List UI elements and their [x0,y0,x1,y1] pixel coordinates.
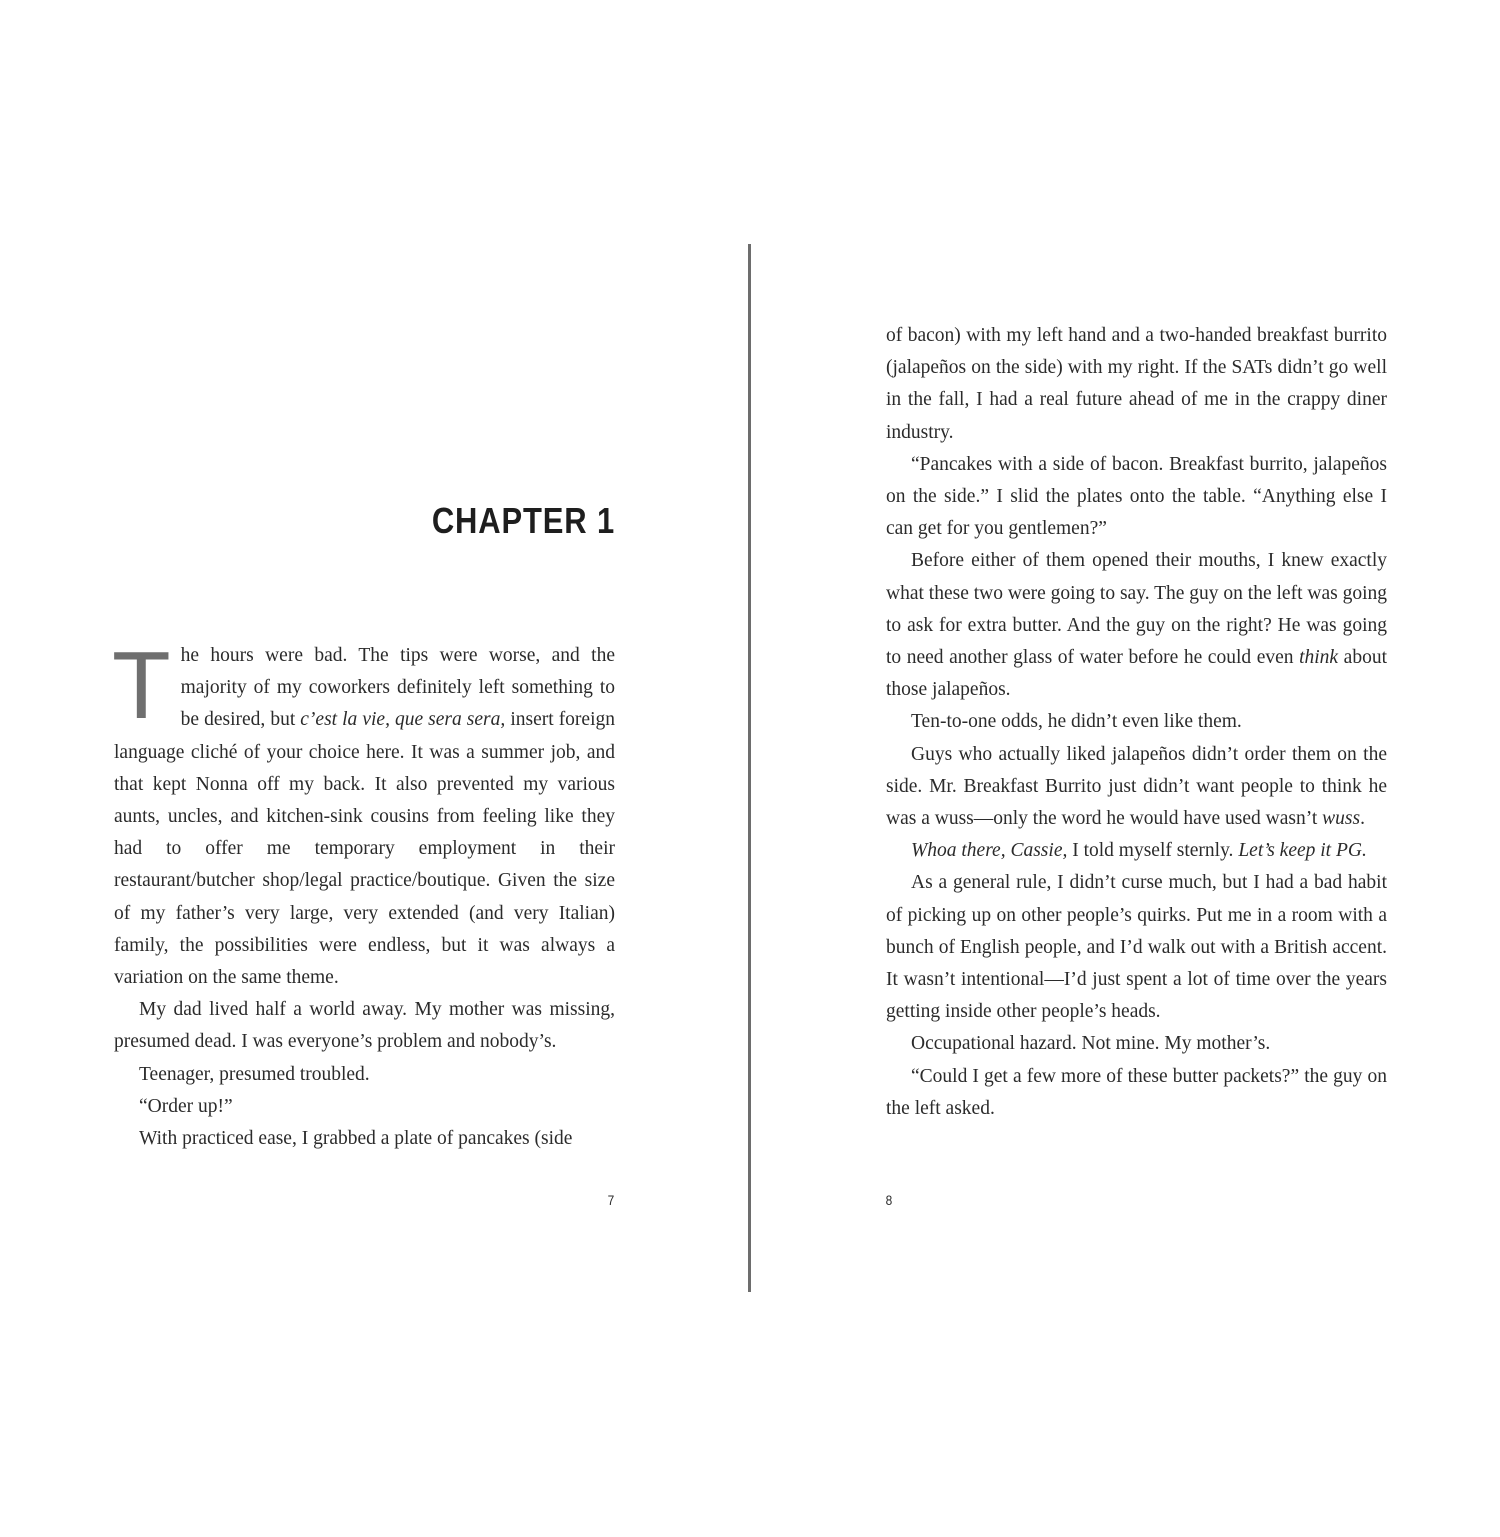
chapter-title: CHAPTER 1 [431,500,615,541]
paragraph-text: Guys who actually liked jalapeños didn’t order them on the side. Mr. Breakfast Burrito just didn’t want people to think he was a wuss—only the word he would have used wasn’t [886,743,1387,830]
page-divider [748,244,751,1292]
italic-phrase: Let’s keep it PG. [1238,840,1367,862]
paragraph-text: he hours were bad. The tips were worse, and the majority of my coworkers definitely left something to be desired, but [180,645,615,731]
paragraph [886,835,1387,867]
paragraph: “Order up!” [139,1095,233,1117]
paragraph-text: Before either of them opened their mouths, I knew exactly what these two were going to say. The guy on the left was going to ask for extra butter. And the guy on the right? He was going to need another glass of water before he could even [886,550,1387,669]
paragraph-text: insert foreign language cliché of your choice here. It was a summer job, and that kept Nonna off my back. It also prevented my various aunts, uncles, and kitchen-sink cousins from feeling like they had to offer me temporary employment in their restaurant/butcher shop/legal practice/boutique. Given the size of my father’s very large, very extended (and very Italian) family, the possibilities were endless, but it was always a variation on the same theme. [114,709,615,989]
italic-phrase: wuss [1322,808,1361,830]
paragraph: As a general rule, I didn’t curse much, but I had a bad habit of picking up on other people’s quirks. Put me in a room with a bunch of English people, and I’d walk out with a British accent. It wasn’t intentional—I’d just spent a lot of time over the years getting inside other people’s heads. [886,872,1387,1023]
paragraph-text: I told myself sternly. [1067,840,1239,862]
italic-phrase: Whoa there, Cassie, [911,840,1068,862]
italic-phrase: c’est la vie, que sera sera, [300,709,506,731]
right-page-body [886,320,1387,1125]
paragraph [886,545,1387,706]
paragraph: Teenager, presumed troubled. [139,1063,370,1085]
paragraph [886,739,1387,836]
paragraph: Occupational hazard. Not mine. My mother’s. [911,1033,1271,1055]
paragraph [112,632,615,994]
page-number-left: 7 [607,1192,615,1208]
paragraph-text: . [1360,808,1365,830]
paragraph: “Could I get a few more of these butter packets?” the guy on the left asked. [886,1065,1387,1119]
paragraph: Ten-to-one odds, he didn’t even like them. [911,711,1242,733]
italic-phrase: think [1299,647,1339,669]
paragraph: of bacon) with my left hand and a two-handed breakfast burrito (jalapeños on the side) with my right. If the SATs didn’t go well in the fall, I had a real future ahead of me in the crappy diner industry. [886,325,1387,443]
left-page-body [112,632,615,1155]
paragraph-text: about those jalapeños. [886,647,1387,701]
paragraph: My dad lived half a world away. My mother was missing, presumed dead. I was everyone’s problem and nobody’s. [114,999,615,1053]
page-number-right: 8 [885,1192,893,1208]
paragraph: With practiced ease, I grabbed a plate of pancakes (side [139,1128,573,1150]
drop-cap: T [112,632,171,739]
paragraph: “Pancakes with a side of bacon. Breakfast burrito, jalapeños on the side.” I slid the plates onto the table. “Anything else I can get for you gentlemen?” [886,453,1387,540]
